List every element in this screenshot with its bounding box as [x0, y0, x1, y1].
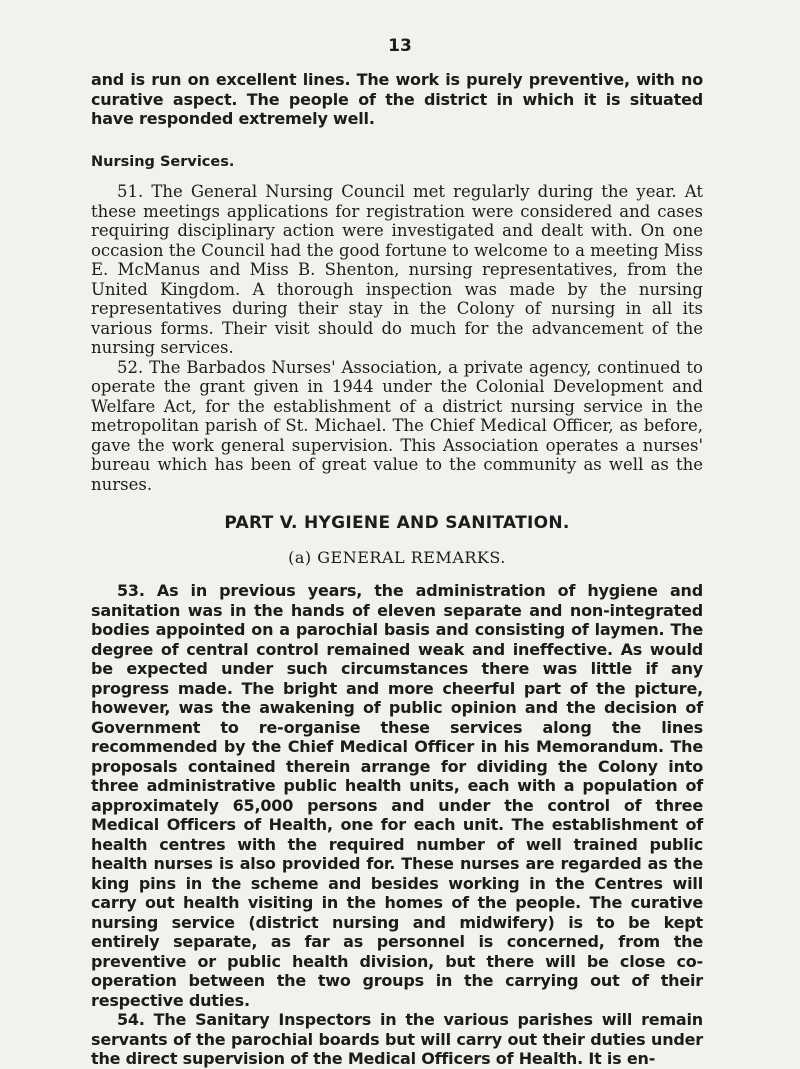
paragraph-52: 52. The Barbados Nurses' Association, a private agency, continued to operate the grant given in 1944 under the Colonial Development and Welfare Act, for the establishment of a district nursing service in the metropolitan parish of St. Michael. The Chief Medical Officer, as before, gave the work general supervision. This Association operates a nurses' bureau which has been of great value to the community as well as the nurses. — [91, 357, 703, 494]
page-body — [91, 70, 703, 1069]
intro-paragraph: and is run on excellent lines. The work is purely preventive, with no curative aspect. The people of the district in which it is situated have responded extremely well. — [91, 70, 703, 128]
page-number: 13 — [388, 36, 412, 56]
paragraph-51: 51. The General Nursing Council met regularly during the year. At these meetings applications for registration were considered and cases requiring disciplinary action were investigated and dealt with. On one occasion the Council had the good fortune to welcome to a meeting Miss E. McManus and Miss B. Shenton, nursing representatives, from the United Kingdom. A thorough inspection was made by the nursing representatives during their stay in the Colony of nursing in all its various forms. Their visit should do much for the advancement of the nursing services. — [91, 182, 703, 357]
general-remarks-heading: (a) GENERAL REMARKS. — [288, 547, 506, 567]
paragraph-53: 53. As in previous years, the administration of hygiene and sanitation was in the hands of eleven separate and non-integrated bodies appointed on a parochial basis and consisting of laymen. The degree of central control remained weak and ineffective. As would be expected under such circumstances there was little if any progress made. The bright and more cheerful part of the picture, however, was the awakening of public opinion and the decision of Government to re-organise these services along the lines recommended by the Chief Medical Officer in his Memorandum. The proposals contained therein arrange for dividing the Colony into three administrative public health units, each with a population of approximately 65,000 persons and under the control of three Medical Officers of Health, one for each unit. The establishment of health centres with the required number of well trained public health nurses is also provided for. These nurses are regarded as the king pins in the scheme and besides working in the Centres will carry out health visiting in the homes of the people. The curative nursing service (district nursing and midwifery) is to be kept entirely separate, as far as personnel is concerned, from the preventive or public health division, but there will be close co-operation between the two groups in the carrying out of their respective duties. — [91, 581, 703, 1010]
part-v-heading: PART V. HYGIENE AND SANITATION. — [224, 513, 570, 533]
nursing-services-heading: Nursing Services. — [91, 153, 235, 170]
paragraph-54: 54. The Sanitary Inspectors in the various parishes will remain servants of the parochial boards but will carry out their duties under the direct supervision of the Medical Officers of Health. It is en- — [91, 1010, 703, 1068]
